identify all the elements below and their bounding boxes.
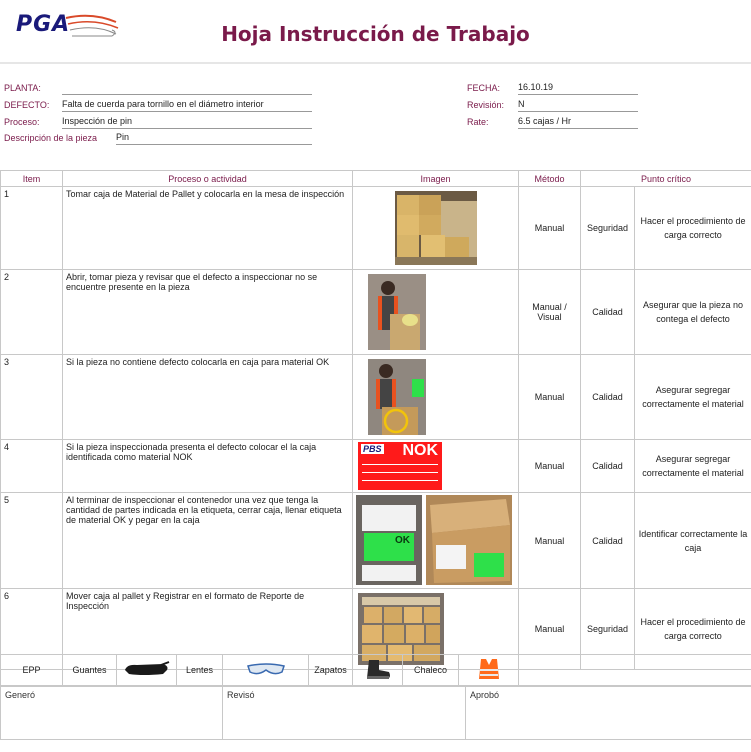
planta-value (62, 82, 312, 95)
row-activity: Si la pieza no contiene defecto colocarla en caja para material OK (63, 355, 353, 440)
row-method: Manual (519, 187, 581, 270)
row-type: Calidad (581, 355, 635, 440)
row-method: Manual (519, 440, 581, 493)
header-activity: Proceso o actividad (63, 171, 353, 187)
row-method: Manual (519, 355, 581, 440)
info-section (0, 76, 751, 156)
table-row (1, 187, 751, 270)
table-row (1, 493, 751, 589)
row-method: Manual / Visual (519, 270, 581, 355)
signature-row (0, 686, 751, 740)
lentes-label: Lentes (177, 655, 223, 686)
instruction-table (0, 170, 751, 670)
proceso-value: Inspección de pin (62, 116, 312, 129)
labeled-box-photo-icon (426, 495, 512, 585)
genero-field: Generó (1, 687, 223, 740)
logo-text: PGA (16, 12, 71, 37)
header-image: Imagen (353, 171, 519, 187)
row-critical: Asegurar segregar correctamente el material (635, 440, 751, 493)
zapatos-label: Zapatos (309, 655, 353, 686)
row-critical: Asegurar que la pieza no contega el defecto (635, 270, 751, 355)
boxes-photo-icon (395, 191, 477, 265)
row-method: Manual (519, 589, 581, 670)
proceso-label: Proceso: (4, 117, 40, 127)
epp-row (0, 654, 751, 686)
row-method: Manual (519, 493, 581, 589)
row-item: 5 (1, 493, 63, 589)
descripcion-label: Descripción de la pieza (4, 133, 98, 143)
epp-label: EPP (1, 655, 63, 686)
worker-inspection-photo-icon (368, 274, 426, 350)
header-critical: Punto crítico (581, 171, 751, 187)
row-image (353, 270, 519, 355)
row-type: Seguridad (581, 589, 635, 670)
nok-text: NOK (402, 442, 438, 459)
row-item: 1 (1, 187, 63, 270)
header-method: Método (519, 171, 581, 187)
fecha-value: 16.10.19 (518, 82, 638, 95)
row-type: Calidad (581, 493, 635, 589)
table-row (1, 440, 751, 493)
rate-label: Rate: (467, 117, 489, 127)
defecto-value: Falta de cuerda para tornillo en el diámetro interior (62, 99, 312, 112)
safety-vest-icon (459, 655, 519, 686)
row-activity: Mover caja al pallet y Registrar en el formato de Reporte de Inspección (63, 589, 353, 670)
row-item: 6 (1, 589, 63, 670)
guantes-label: Guantes (63, 655, 117, 686)
row-item: 4 (1, 440, 63, 493)
ok-label-photo (356, 495, 422, 585)
row-image (353, 440, 519, 493)
row-type: Calidad (581, 270, 635, 355)
row-image (353, 493, 519, 589)
row-critical: Hacer el procedimiento de carga correcto (635, 187, 751, 270)
ok-text: OK (395, 535, 410, 546)
row-item: 2 (1, 270, 63, 355)
worker-ok-box-photo-icon (368, 359, 426, 435)
safety-glasses-icon (223, 655, 309, 686)
table-row (1, 270, 751, 355)
nok-brand: PBS (363, 444, 382, 454)
revision-label: Revisión: (467, 100, 505, 110)
row-type: Seguridad (581, 187, 635, 270)
chaleco-label: Chaleco (403, 655, 459, 686)
row-activity: Abrir, tomar pieza y revisar que el defecto a inspeccionar no se encuentre presente en la pieza (63, 270, 353, 355)
fecha-label: FECHA: (467, 83, 501, 93)
nok-label-image (358, 442, 442, 490)
row-image (353, 355, 519, 440)
planta-label: PLANTA: (4, 83, 41, 93)
revision-value: N (518, 99, 638, 112)
row-critical: Hacer el procedimiento de carga correcto (635, 589, 751, 670)
reviso-field: Revisó (223, 687, 466, 740)
row-critical: Identificar correctamente la caja (635, 493, 751, 589)
document-header (0, 0, 751, 64)
row-activity: Tomar caja de Material de Pallet y colocarla en la mesa de inspección (63, 187, 353, 270)
row-item: 3 (1, 355, 63, 440)
page-title: Hoja Instrucción de Trabajo (221, 22, 530, 46)
rate-value: 6.5 cajas / Hr (518, 116, 638, 129)
descripcion-value: Pin (116, 132, 312, 145)
gloves-icon (117, 655, 177, 686)
table-header-row (1, 171, 751, 187)
table-row (1, 355, 751, 440)
defecto-label: DEFECTO: (4, 100, 50, 110)
row-type: Calidad (581, 440, 635, 493)
safety-boot-icon (353, 655, 403, 686)
row-critical: Asegurar segregar correctamente el material (635, 355, 751, 440)
row-image (353, 187, 519, 270)
aprobo-field: Aprobó (466, 687, 751, 740)
row-activity: Al terminar de inspeccionar el contenedor una vez que tenga la cantidad de partes indicada en la etiqueta, cerrar caja, llenar etiqueta de material OK y pegar en la caja (63, 493, 353, 589)
epp-blank (519, 655, 751, 686)
header-item: Item (1, 171, 63, 187)
row-activity: Si la pieza inspeccionada presenta el defecto colocar el la caja identificada como material NOK (63, 440, 353, 493)
